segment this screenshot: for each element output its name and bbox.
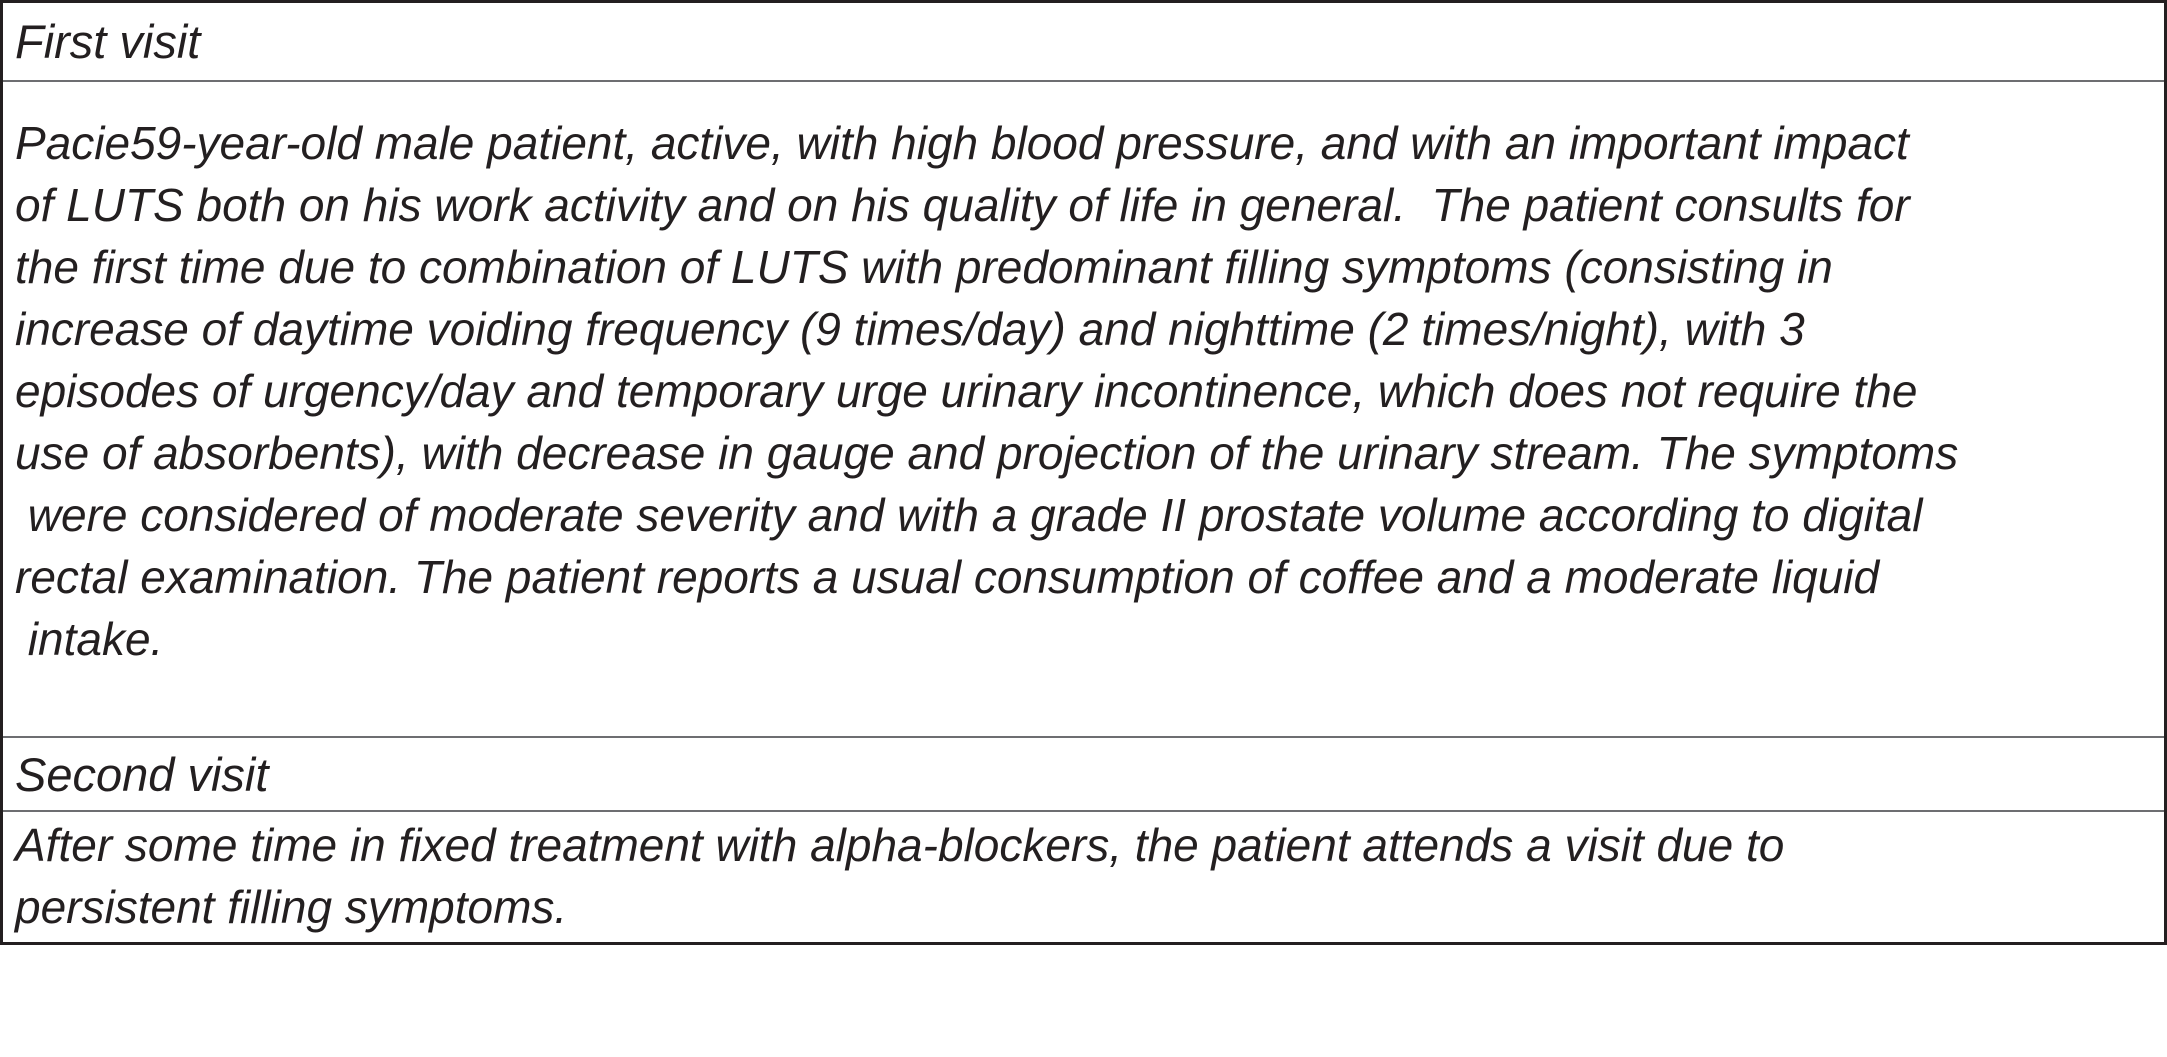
first-visit-heading: First visit (15, 15, 201, 68)
second-visit-heading: Second visit (15, 748, 269, 801)
second-visit-text: After some time in fixed treatment with alpha-blockers, the patient attends a visit due to persistent filling symptoms. (15, 819, 1785, 933)
first-visit-text: Pacie59-year-old male patient, active, with high blood pressure, and with an important impact of LUTS both on his work activity and on his quality of life in general. The patient consults for the first time due to combination of LUTS with predominant filling symptoms (consisting in increase of daytime voiding frequency (9 times/day) and nighttime (2 times/night), with 3 episodes of urgency/day and temporary urge urinary incontinence, which does not require the use of absorbents), with decrease in gauge and projection of the urinary stream. The symptoms were considered of moderate severity and with a grade II prostate volume according to digital rectal examination. The patient reports a usual consumption of coffee and a moderate liquid intake. (15, 117, 1959, 665)
first-visit-body-row (3, 80, 2164, 736)
first-visit-heading-row (3, 3, 2164, 80)
second-visit-body-row (3, 810, 2164, 945)
second-visit-heading-row (3, 736, 2164, 810)
